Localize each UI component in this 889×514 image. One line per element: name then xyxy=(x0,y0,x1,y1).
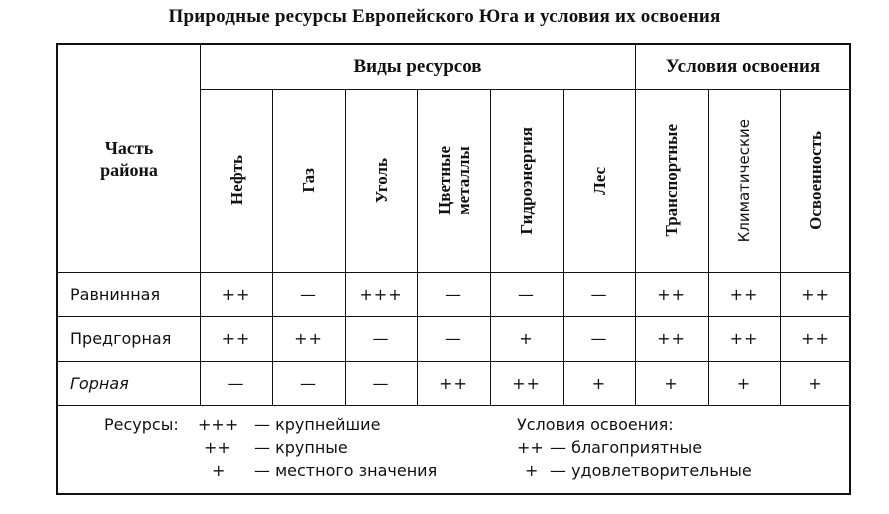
column-header-hydropower xyxy=(490,89,563,272)
table-cell: ++ xyxy=(294,329,323,348)
legend-symbol: +++ xyxy=(198,415,239,434)
column-header-gas xyxy=(272,89,345,272)
column-header-label: Гидроэнергия xyxy=(517,126,536,235)
column-header-transport xyxy=(635,89,708,272)
table-cell: — xyxy=(590,284,608,304)
table-cell: — xyxy=(590,329,608,348)
legend-resources-title: Ресурсы: xyxy=(104,415,179,434)
part-header-label: Часть района xyxy=(100,137,158,180)
column-header-nonferrous-metals xyxy=(417,89,490,272)
table-cell: — xyxy=(372,329,390,348)
table-cell: + xyxy=(591,373,607,393)
legend-text: — благоприятные xyxy=(550,438,703,457)
part-header xyxy=(58,45,200,272)
column-header-label: Транспортные xyxy=(662,124,681,237)
legend-text: — удовлетворительные xyxy=(550,461,752,480)
table-cell: — xyxy=(300,284,317,304)
table-cell: — xyxy=(518,284,535,304)
table-cell: ++ xyxy=(657,284,686,304)
legend-symbol: + xyxy=(212,461,226,480)
table-cell: + xyxy=(664,373,679,393)
table-cell: ++ xyxy=(221,284,251,304)
table-cell: + xyxy=(808,373,823,393)
column-header-label: Лес xyxy=(589,166,609,195)
table-title: Природные ресурсы Европейского Юга и условия их освоения xyxy=(168,6,721,27)
legend-text: — местного значения xyxy=(254,461,438,480)
table-cell: + xyxy=(519,329,534,348)
table-cell: ++ xyxy=(221,329,251,348)
legend xyxy=(58,405,851,495)
resources-group-header: Виды ресурсов xyxy=(353,56,482,77)
row-label-foothill: Предгорная xyxy=(70,329,172,348)
table-cell: ++ xyxy=(512,373,541,393)
column-header-forest xyxy=(563,89,635,272)
legend-text: — крупные xyxy=(254,438,348,457)
conditions-group-header: Условия освоения xyxy=(665,56,821,77)
row-label-mountain: Горная xyxy=(70,373,129,393)
table-cell: ++ xyxy=(801,284,830,304)
table-cell: — xyxy=(300,373,317,393)
table-cell: — xyxy=(445,284,462,304)
column-header-label: Нефть xyxy=(226,155,246,206)
column-header-label: Климатические xyxy=(734,118,753,243)
table-cell: ++ xyxy=(729,329,759,348)
table-cell: ++ xyxy=(439,373,468,393)
legend-symbol: ++ xyxy=(517,438,544,457)
table-cell: — xyxy=(445,329,462,348)
column-header-label: Освоенность xyxy=(806,131,825,230)
row-label-plain: Равнинная xyxy=(70,284,161,304)
legend-symbol: + xyxy=(525,461,539,480)
column-header-label: Газ xyxy=(299,168,318,193)
legend-conditions-title: Условия освоения: xyxy=(517,415,674,434)
column-header-label: Цветные металлы xyxy=(434,146,473,215)
column-header-label: Уголь xyxy=(371,157,391,204)
table-cell: ++ xyxy=(729,284,759,304)
column-header-climate xyxy=(708,89,780,272)
table-cell: ++ xyxy=(657,329,686,348)
legend-symbol: ++ xyxy=(204,438,231,457)
legend-text: — крупнейшие xyxy=(254,415,381,434)
table-cell: +++ xyxy=(359,284,403,304)
table-cell: + xyxy=(736,373,752,393)
resources-table xyxy=(56,43,851,495)
table-cell: ++ xyxy=(801,329,830,348)
table-cell: — xyxy=(372,373,390,393)
table-cell: — xyxy=(227,373,245,393)
column-header-oil xyxy=(200,89,272,272)
column-header-coal xyxy=(345,89,417,272)
column-header-development xyxy=(780,89,851,272)
